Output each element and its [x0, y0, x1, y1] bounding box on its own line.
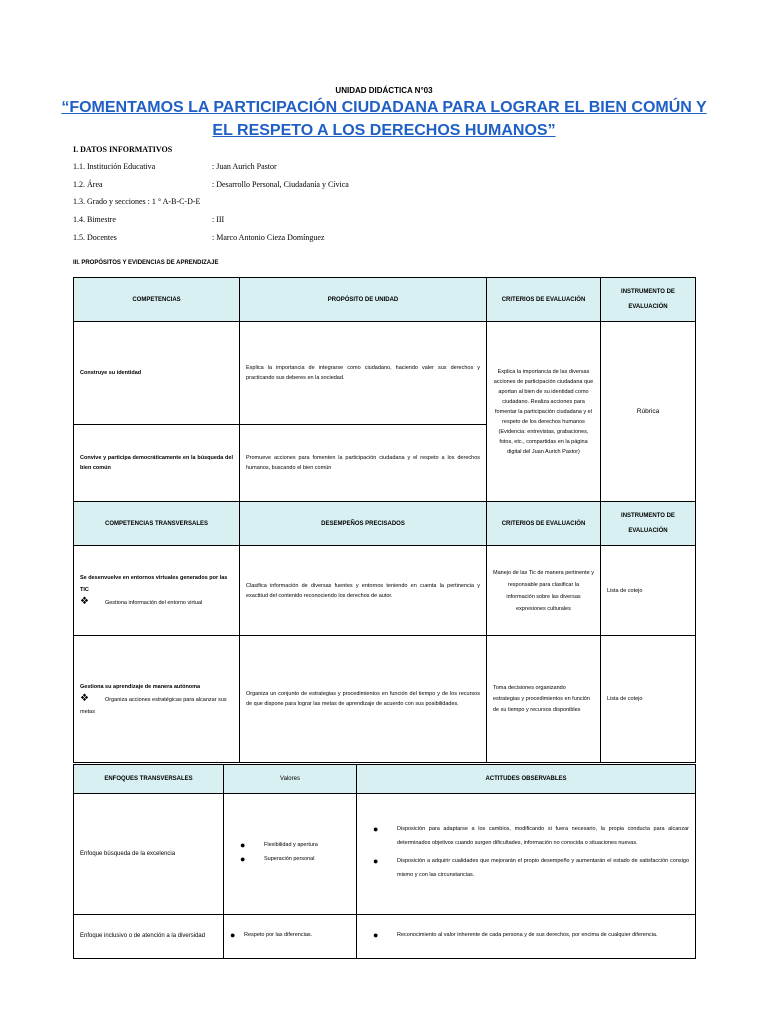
table-row [74, 636, 696, 763]
enfoques-table [73, 764, 696, 959]
competencia-sub-item [80, 596, 233, 609]
competencia-transversal-cell [74, 546, 240, 636]
datos-value-5: : Marco Antonio Cieza Domínguez [212, 233, 325, 242]
competencia-sub: Gestiona información del entorno virtual [104, 600, 203, 606]
list-item [363, 928, 689, 942]
bullet-icon: ● [230, 929, 236, 940]
competencia-title: Se desenvuelve en entornos virtuales generados por las TIC [80, 575, 228, 593]
header-competencias-transversales: COMPETENCIAS TRANSVERSALES [74, 502, 240, 546]
title-line-1: “FOMENTAMOS LA PARTICIPACIÓN CIUDADANA PARA LOGRAR EL BIEN COMÚN Y [61, 99, 707, 116]
criterio-cell: Toma decisiones organizando estrategias y procedimientos en función de su tiempo y recursos disponibles [487, 636, 601, 763]
desempeno-cell: Clasifica información de diversas fuentes y entornos teniendo en cuenta la pertinencia y exactitud del contenido reconociendo los derechos de autor. [240, 546, 487, 636]
header-actitudes: ACTITUDES OBSERVABLES [357, 765, 696, 794]
bullet-icon: ● [373, 856, 379, 866]
actitud-text: Reconocimiento al valor inherente de cada persona y de sus derechos, por encima de cualquier diferencia. [397, 931, 658, 938]
header-proposito: PROPÓSITO DE UNIDAD [240, 278, 487, 322]
competencia-sub-item [80, 693, 233, 718]
list-item [363, 822, 689, 850]
valor-text: Flexibilidad y apertura [264, 842, 318, 848]
actitudes-cell [357, 794, 696, 915]
valores-cell [224, 794, 357, 915]
actitud-text: Disposición para adaptarse a los cambios, modificando si fuera necesario, la propia conducta para alcanzar determinados objetivos cuando surgen dificultades, información no conocida o situaciones nuevas. [397, 826, 689, 846]
actitudes-cell [357, 915, 696, 959]
header-instrumento: INSTRUMENTO DE EVALUACIÓN [601, 502, 696, 546]
header-desempenos: DESEMPEÑOS PRECISADOS [240, 502, 487, 546]
datos-value-1: : Juan Aurich Pastor [212, 162, 277, 171]
bullet-icon: ● [373, 929, 379, 940]
table-row [74, 794, 696, 915]
bullet-icon: ● [373, 824, 379, 834]
header-instrumento: INSTRUMENTO DE EVALUACIÓN [601, 278, 696, 322]
competencias-table [73, 277, 696, 502]
header-criterios: CRITERIOS DE EVALUACIÓN [487, 502, 601, 546]
header-valores: Valores [224, 765, 357, 794]
list-item [230, 854, 350, 864]
valor-text: Superación personal [264, 856, 315, 862]
header-enfoques: ENFOQUES TRANSVERSALES [74, 765, 224, 794]
list-item [230, 930, 350, 940]
instrumento-cell: Lista de cotejo [601, 636, 696, 763]
title-line-2: EL RESPETO A LOS DERECHOS HUMANOS” [212, 122, 556, 139]
list-item [230, 840, 350, 850]
section-3-heading: III. PROPÓSITOS Y EVIDENCIAS DE APRENDIZAJE [73, 260, 219, 266]
datos-value-2: : Desarrollo Personal, Ciudadanía y Cívica [212, 180, 349, 189]
table-row [74, 915, 696, 959]
header-competencias: COMPETENCIAS [74, 278, 240, 322]
competencia-cell: Convive y participa democráticamente en la búsqueda del bien común [74, 425, 240, 502]
list-item [363, 854, 689, 882]
competencias-transversales-table [73, 501, 696, 763]
competencia-cell: Construye su identidad [74, 322, 240, 425]
bullet-icon: ● [240, 840, 246, 850]
datos-label-3: 1.3. Grado y secciones : 1 ° A-B-C-D-E [73, 197, 201, 206]
table-header-row [74, 502, 696, 546]
datos-heading: I. DATOS INFORMATIVOS [73, 145, 173, 154]
table-header-row [74, 278, 696, 322]
valor-text: Respeto por las diferencias. [244, 931, 313, 938]
instrumento-cell: Rúbrica [601, 322, 696, 502]
diamond-bullet-icon: ❖ [80, 596, 89, 607]
table-row [74, 322, 696, 425]
table-header-row [74, 765, 696, 794]
datos-label-4: 1.4. Bimestre [73, 215, 116, 224]
table-row [74, 546, 696, 636]
bullet-icon: ● [240, 854, 246, 864]
proposito-cell: Promueve acciones para fomenten la participación ciudadana y el respeto a los derechos humanos, buscando el bien común [240, 425, 487, 502]
desempeno-cell: Organiza un conjunto de estrategias y procedimientos en función del tiempo y de los recursos de que dispone para lograr las metas de aprendizaje de acuerdo con sus posibilidades. [240, 636, 487, 763]
header-criterios: CRITERIOS DE EVALUACIÓN [487, 278, 601, 322]
criterios-cell: Explica la importancia de las diversas acciones de participación ciudadana que aportan al bien de su identidad como ciudadano. Realiza acciones para fomentar la participación ciudadana y el respeto de los derechos humanos (Evidencia: entrevistas, grabaciones, fotos, etc., compartidas en la página digital del Juan Aurich Pastor) [487, 322, 601, 502]
proposito-cell: Explica la importancia de integrarse como ciudadano, haciendo valer sus derechos y practicando sus deberes en la sociedad. [240, 322, 487, 425]
competencia-transversal-cell [74, 636, 240, 763]
criterio-cell: Manejo de las Tic de manera pertinente y responsable para clasificar la información sobre las diversas expresiones culturales [487, 546, 601, 636]
enfoque-cell: Enfoque búsqueda de la excelencia [74, 794, 224, 915]
unit-label: UNIDAD DIDÁCTICA N°03 [335, 86, 433, 95]
datos-label-2: 1.2. Área [73, 180, 103, 189]
enfoque-cell: Enfoque inclusivo o de atención a la diversidad [74, 915, 224, 959]
datos-value-4: : III [212, 215, 225, 224]
instrumento-cell: Lista de cotejo [601, 546, 696, 636]
actitud-text: Disposición a adquirir cualidades que mejorarán el propio desempeño y aumentarán el estado de satisfacción consigo mismo y con las circunstancias. [397, 858, 689, 878]
competencia-title: Gestiona su aprendizaje de manera autónoma [80, 683, 201, 690]
competencia-sub: Organiza acciones estratégicas para alcanzar sus metas [80, 696, 227, 715]
datos-label-5: 1.5. Docentes [73, 233, 117, 242]
datos-label-1: 1.1. Institución Educativa [73, 162, 156, 171]
valores-cell [224, 915, 357, 959]
diamond-bullet-icon: ❖ [80, 692, 89, 704]
document-title [60, 96, 708, 142]
